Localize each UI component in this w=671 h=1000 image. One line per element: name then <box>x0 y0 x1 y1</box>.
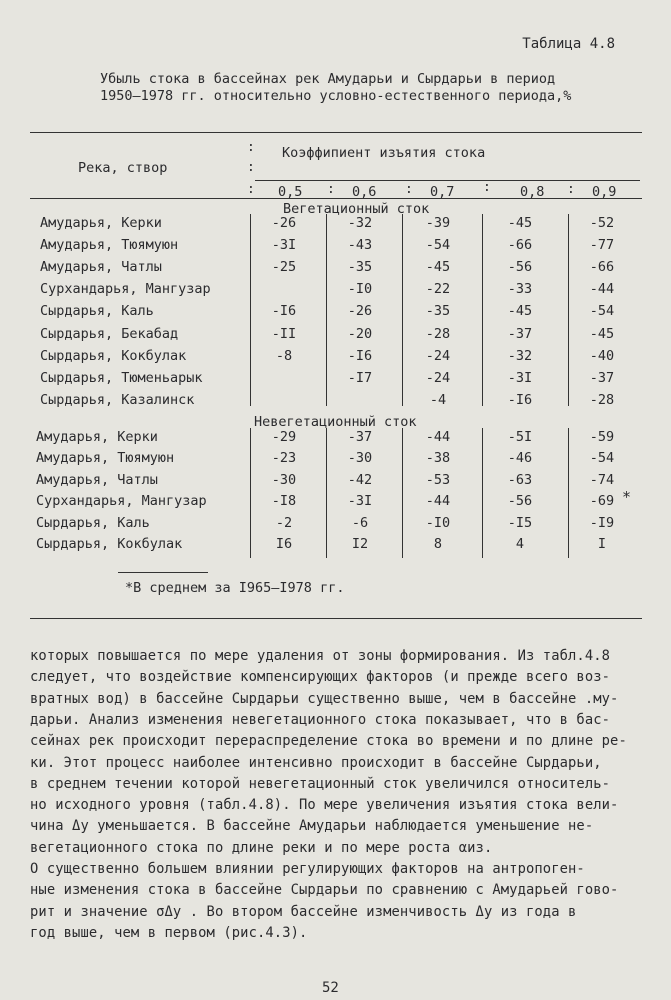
row-label: Сурхандарья, Мангузар <box>36 493 207 509</box>
table-cell: -54 <box>425 237 451 253</box>
text-line: О существенно большем влиянии регулирующих факторов на антропоген- <box>30 861 585 877</box>
page-number: 52 <box>322 980 339 996</box>
table-cell: -45 <box>507 303 533 319</box>
column-separator <box>250 214 251 406</box>
table-cell: I <box>597 536 607 552</box>
column-separator <box>326 214 327 406</box>
coef-value-header: 0,8 <box>520 184 545 200</box>
table-cell: 8 <box>433 536 443 552</box>
text-line: в среднем течении которой невегетационный сток увеличился относитель- <box>30 775 611 792</box>
column-separator <box>402 428 403 558</box>
table-cell: -26 <box>271 215 297 231</box>
table-cell: 4 <box>515 536 525 552</box>
table-cell: -28 <box>425 326 451 342</box>
table-caption-line-1: Убыль стока в бассейнах рек Амударьи и Сырдарьи в период <box>100 71 556 87</box>
table-cell: -56 <box>507 493 533 509</box>
text-line: год выше, чем в первом (рис.4.3). <box>30 924 308 941</box>
table-cell: -28 <box>589 392 615 408</box>
header-divider-rule <box>255 180 640 181</box>
table-cell: -I0 <box>347 281 373 297</box>
text-line: рит и значение σΔy . Во втором бассейне изменчивость Δy из года в <box>30 903 577 920</box>
table-cell: -37 <box>347 429 373 445</box>
table-cell: -3I <box>347 493 373 509</box>
coef-value-header: 0,7 <box>430 184 455 200</box>
column-separator <box>482 214 483 406</box>
text-line: чина Δy уменьшается. В бассейне Амударьи наблюдается уменьшение не- <box>30 818 594 835</box>
header-bottom-rule <box>30 198 642 199</box>
row-label: Сырдарья, Тюменьарык <box>40 370 203 386</box>
table-cell: -I0 <box>425 515 451 531</box>
header-colon: : <box>247 140 255 155</box>
table-cell: -26 <box>347 303 373 319</box>
section-title-vegetation: Вегетационный сток <box>283 201 430 217</box>
row-label: Амударья, Чатлы <box>40 259 162 275</box>
table-cell: -37 <box>507 326 533 342</box>
table-cell: -35 <box>347 259 373 275</box>
text-line: которых повышается по мере удаления от зоны формирования. Из табл.4.8 <box>30 648 611 664</box>
table-cell: -I5 <box>507 515 533 531</box>
column-separator <box>568 428 569 558</box>
text-line: но исходного уровня (табл.4.8). По мере увеличения изъятия стока вели- <box>30 797 619 814</box>
table-cell: -63 <box>507 472 533 488</box>
table-cell: -74 <box>589 472 615 488</box>
table-caption-line-2: 1950–1978 гг. относительно условно-естественного периода,% <box>100 88 572 104</box>
table-bottom-rule <box>30 618 642 619</box>
table-cell: -32 <box>507 348 533 364</box>
row-label: Сурхандарья, Мангузар <box>40 281 211 297</box>
table-cell: I2 <box>351 536 369 552</box>
table-cell: -I8 <box>271 493 297 509</box>
table-cell: -I9 <box>589 515 615 531</box>
table-cell: I6 <box>275 536 293 552</box>
table-cell: -25 <box>271 259 297 275</box>
table-cell: -44 <box>589 281 615 297</box>
table-cell: -32 <box>347 215 373 231</box>
table-cell: -44 <box>425 493 451 509</box>
row-label: Амударья, Керки <box>36 429 158 445</box>
table-cell: -69 <box>589 493 615 509</box>
table-top-rule <box>30 132 642 133</box>
table-cell: -I6 <box>347 348 373 364</box>
table-cell: -29 <box>271 429 297 445</box>
table-cell: -45 <box>589 326 615 342</box>
column-separator <box>402 214 403 406</box>
footnote: *В среднем за I965–I978 гг. <box>125 580 345 596</box>
footnote-rule <box>118 572 208 573</box>
table-cell: -I7 <box>347 370 373 386</box>
text-line: вратных вод) в бассейне Сырдарьи существенно выше, чем в бассейне .му- <box>30 690 619 707</box>
header-colon: : <box>483 180 491 195</box>
table-cell: -77 <box>589 237 615 253</box>
header-colon: : <box>327 182 335 197</box>
table-cell: -33 <box>507 281 533 297</box>
column-header-river: Река, створ <box>78 160 168 176</box>
row-label: Амударья, Чатлы <box>36 472 158 488</box>
table-cell: -35 <box>425 303 451 319</box>
table-cell: -44 <box>425 429 451 445</box>
table-cell: -24 <box>425 348 451 364</box>
row-label: Сырдарья, Каль <box>40 303 154 319</box>
table-cell: -46 <box>507 450 533 466</box>
table-cell: -20 <box>347 326 373 342</box>
text-line: следует, что воздействие компенсирующих факторов (и прежде всего воз- <box>30 669 611 686</box>
table-cell: -I6 <box>271 303 297 319</box>
table-cell: -23 <box>271 450 297 466</box>
table-cell: -8 <box>275 348 293 364</box>
table-cell: -2 <box>275 515 293 531</box>
text-line: вегетационного стока по длине реки и по мере роста αиз. <box>30 839 493 856</box>
table-cell: -24 <box>425 370 451 386</box>
table-cell: -45 <box>425 259 451 275</box>
table-cell: -3I <box>271 237 297 253</box>
table-cell: -43 <box>347 237 373 253</box>
table-cell: -6 <box>351 515 369 531</box>
table-cell: -II <box>271 326 297 342</box>
section-title-non-vegetation: Невегетационный сток <box>254 414 417 430</box>
table-cell: -66 <box>589 259 615 275</box>
table-cell: -56 <box>507 259 533 275</box>
coef-value-header: 0,9 <box>592 184 617 200</box>
row-label: Сырдарья, Бекабад <box>40 326 179 342</box>
table-cell: -54 <box>589 303 615 319</box>
column-separator <box>250 428 251 558</box>
table-cell: -42 <box>347 472 373 488</box>
table-cell: -53 <box>425 472 451 488</box>
text-line: дарьи. Анализ изменения невегетационного стока показывает, что в бас- <box>30 711 611 728</box>
column-separator <box>482 428 483 558</box>
table-cell: -3I <box>507 370 533 386</box>
header-colon: : <box>405 182 413 197</box>
table-cell: -4 <box>429 392 447 408</box>
table-cell: -37 <box>589 370 615 386</box>
table-cell: -30 <box>271 472 297 488</box>
table-cell: -30 <box>347 450 373 466</box>
header-colon: : <box>247 182 255 197</box>
header-colon: : <box>567 182 575 197</box>
coef-value-header: 0,5 <box>278 184 303 200</box>
row-label: Сырдарья, Казалинск <box>40 392 195 408</box>
table-cell: -I6 <box>507 392 533 408</box>
row-label: Амударья, Тюямуюн <box>36 450 175 466</box>
footnote-star-mark: * <box>622 488 632 506</box>
table-cell: -40 <box>589 348 615 364</box>
table-cell: -45 <box>507 215 533 231</box>
text-line: ки. Этот процесс наиболее интенсивно происходит в бассейне Сырдарьи, <box>30 754 602 771</box>
table-cell: -5I <box>507 429 533 445</box>
table-cell: -22 <box>425 281 451 297</box>
table-cell: -66 <box>507 237 533 253</box>
column-header-coefficient: Коэффипиент изъятия стока <box>282 145 486 161</box>
table-cell: -59 <box>589 429 615 445</box>
table-cell: -39 <box>425 215 451 231</box>
table-cell: -52 <box>589 215 615 231</box>
row-label: Амударья, Керки <box>40 215 162 231</box>
row-label: Сырдарья, Каль <box>36 515 150 531</box>
table-cell: -54 <box>589 450 615 466</box>
table-label: Таблица 4.8 <box>522 36 615 52</box>
coef-value-header: 0,6 <box>352 184 377 200</box>
row-label: Амударья, Тюямуюн <box>40 237 179 253</box>
row-label: Сырдарья, Кокбулак <box>36 536 183 552</box>
header-colon: : <box>247 160 255 175</box>
table-cell: -38 <box>425 450 451 466</box>
row-label: Сырдарья, Кокбулак <box>40 348 187 364</box>
column-separator <box>568 214 569 406</box>
column-separator <box>326 428 327 558</box>
text-line: ные изменения стока в бассейне Сырдарьи по сравнению с Амударьей гово- <box>30 882 619 899</box>
text-line: сейнах рек происходит перераспределение стока во времени и по длине ре- <box>30 733 627 750</box>
